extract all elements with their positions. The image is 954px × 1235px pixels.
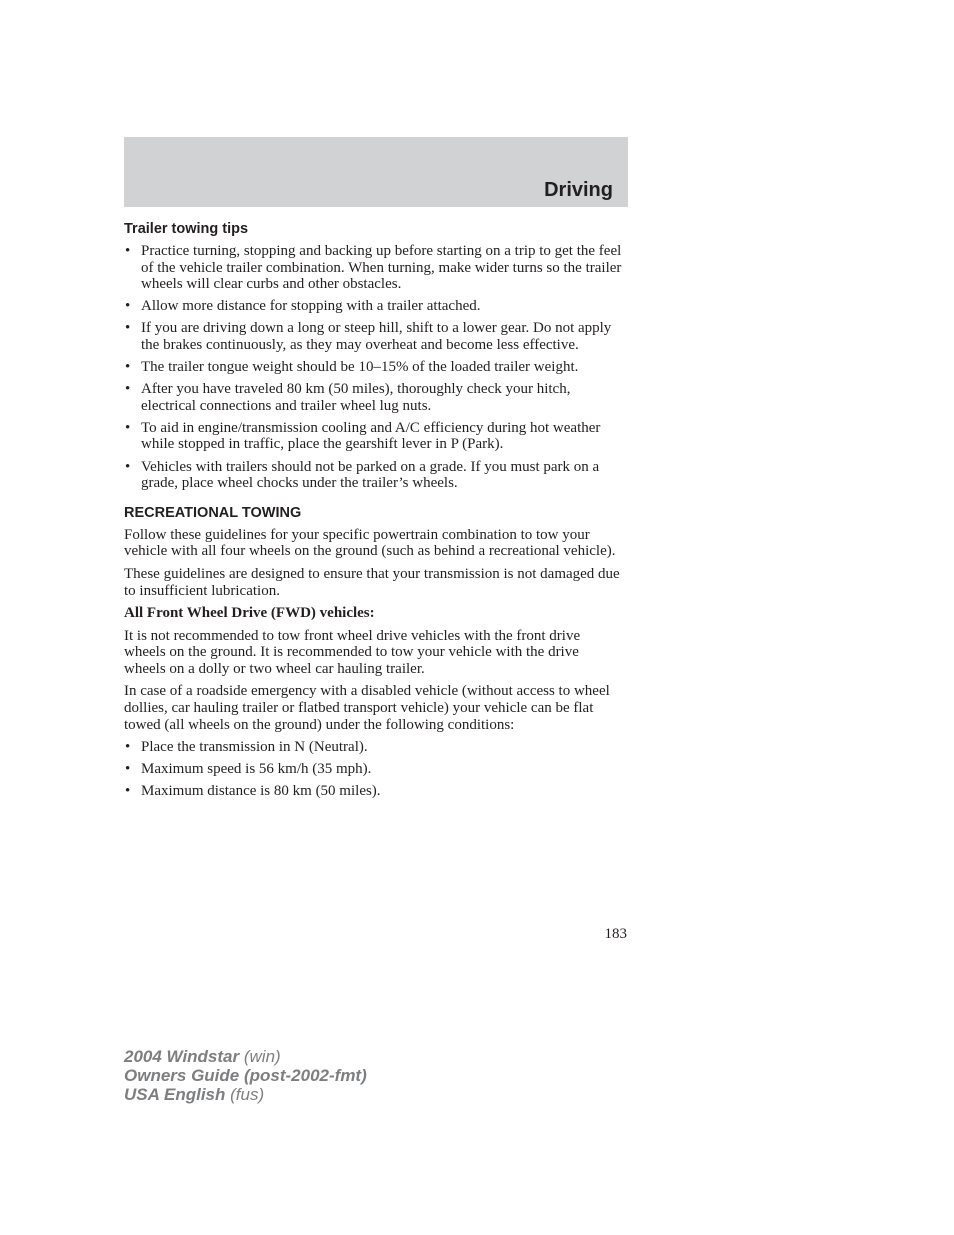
- list-item: • Vehicles with trailers should not be parked on a grade. If you must park on a grade, place wheel chocks under the trailer’s wheels.: [124, 459, 624, 492]
- fwd-heading: All Front Wheel Drive (FWD) vehicles:: [124, 605, 375, 622]
- paragraph: Follow these guidelines for your specific powertrain combination to tow your vehicle with all four wheels on the ground (such as behind a recreational vehicle).: [124, 526, 616, 560]
- recreational-towing-heading: RECREATIONAL TOWING: [124, 504, 302, 521]
- paragraph: In case of a roadside emergency with a disabled vehicle (without access to wheel dollies, car hauling trailer or flatbed transport vehicle) your vehicle can be flat towed (all wheels on the ground) under the following conditions:: [124, 683, 610, 733]
- list-item: • To aid in engine/transmission cooling and A/C efficiency during hot weather while stopped in traffic, place the gearshift lever in P (Park).: [124, 420, 624, 453]
- list-item: • After you have traveled 80 km (50 miles), thoroughly check your hitch, electrical connections and trailer wheel lug nuts.: [124, 381, 624, 414]
- towing-tips-heading: Trailer towing tips: [124, 221, 249, 237]
- section-title: Driving: [544, 179, 613, 201]
- footer-line-2: Owners Guide (post-2002-fmt): [124, 1066, 367, 1085]
- list-item: • Maximum distance is 80 km (50 miles).: [124, 783, 624, 800]
- document-footer: [124, 1047, 367, 1104]
- list-item: • If you are driving down a long or steep hill, shift to a lower gear. Do not apply the brakes continuously, as they may overheat and become less effective.: [124, 320, 624, 353]
- list-item: • Allow more distance for stopping with a trailer attached.: [124, 298, 624, 315]
- list-item: • Maximum speed is 56 km/h (35 mph).: [124, 761, 624, 778]
- paragraph: These guidelines are designed to ensure that your transmission is not damaged due to insufficient lubrication.: [124, 565, 620, 599]
- conditions-list: [124, 739, 624, 800]
- section-header-band: [124, 137, 628, 207]
- paragraph: It is not recommended to tow front wheel drive vehicles with the front drive wheels on the ground. It is recommended to tow your vehicle with the drive wheels on a dolly or two wheel car hauling trailer.: [124, 627, 581, 677]
- page-content: [124, 220, 624, 806]
- page-number: 183: [604, 926, 627, 942]
- towing-tips-list: [124, 243, 624, 492]
- list-item: • Place the transmission in N (Neutral).: [124, 739, 624, 756]
- list-item: • Practice turning, stopping and backing up before starting on a trip to get the feel of the vehicle trailer combination. When turning, make wider turns so the trailer wheels will clear curbs and other obstacles.: [124, 243, 624, 293]
- footer-line-3: USA English (fus): [124, 1085, 265, 1104]
- list-item: • The trailer tongue weight should be 10–15% of the loaded trailer weight.: [124, 359, 624, 376]
- footer-line-1: 2004 Windstar (win): [124, 1047, 281, 1066]
